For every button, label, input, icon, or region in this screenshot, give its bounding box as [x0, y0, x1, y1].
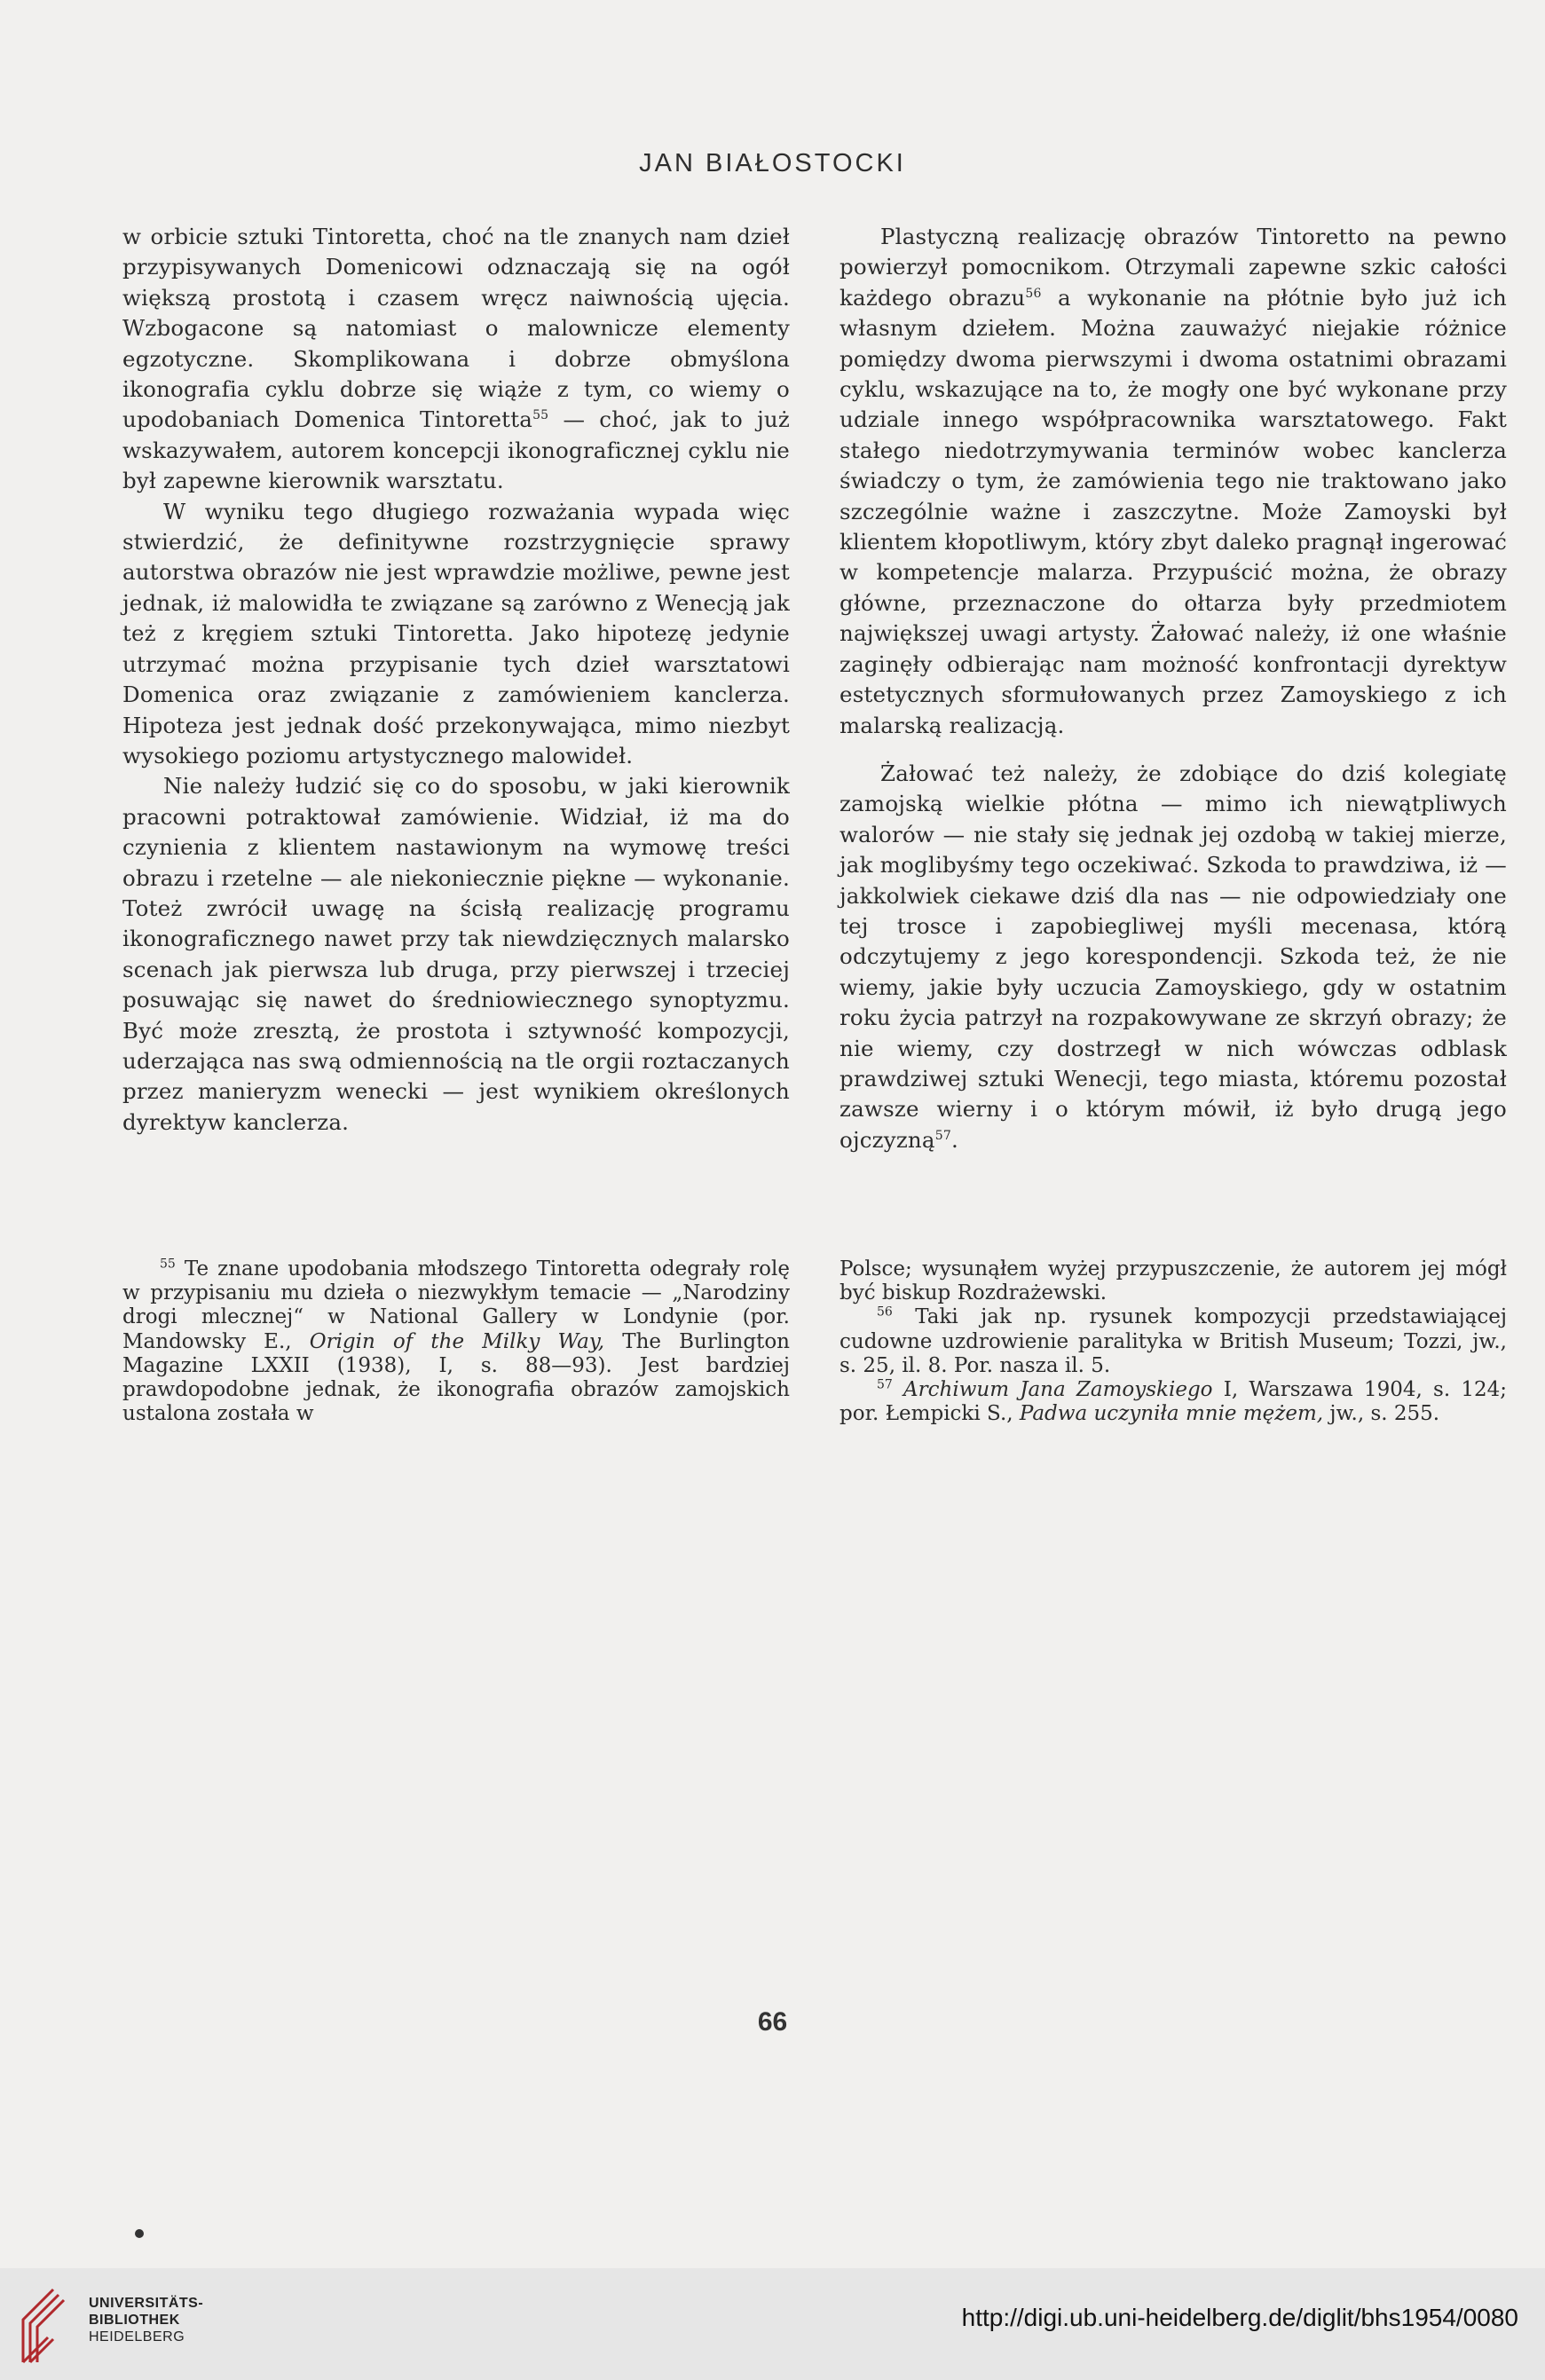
footnote-title: Origin of the Milky Way,: [309, 1329, 605, 1353]
paragraph-text: a wykonanie na płótnie było już ich własnym dziełem. Można zauważyć niejakie różnice pomiędzy dwoma pierwszymi i dwoma ostatnimi obrazami cyklu, wskazujące na to, że mogły one być wykonane przy udziale innego współpracownika warsztatowego. Fakt stałego niedotrzymywania terminów wobec kanclerza świadczy o tym, że zamówienia tego nie traktowano jako szczególnie ważne i zaszczytne. Może Zamoyski był klientem kłopotliwym, który zbyt daleko pragnął ingerować w kompetencje malarza. Przypuścić można, że obrazy główne, przeznaczone do ołtarza były przedmiotem największej uwagi artysty. Żałować należy, iż one właśnie zaginęły odbierając nam możność konfrontacji dyrektyw estetycznych sformułowanych przez Zamoyskiego z ich malarską realizacją.: [840, 284, 1507, 738]
footnote-title: Padwa uczyniła mnie mężem,: [1019, 1402, 1324, 1426]
page-number: 66: [757, 2007, 788, 2037]
paragraph: [840, 759, 1507, 1155]
paragraph-text: — choć, jak to już wskazywałem, autorem koncepcji ikonograficznej cyklu nie był zapewne kierownik warsztatu.: [122, 406, 790, 494]
footnote-ref: 55: [532, 408, 549, 423]
paragraph: W wyniku tego długiego rozważania wypada więc stwierdzić, że definitywne rozstrzygnięcie sprawy autorstwa obrazów nie jest wprawdzie możliwe, pewne jest jednak, iż malowidła te związane są zarówno z Wenecją jak też z kręgiem sztuki Tintoretta. Jako hipotezę jedynie utrzymać można przypisanie tych dzieł warsztatowi Domenica oraz związanie z zamówieniem kanclerza. Hipoteza jest jednak dość przekonywająca, mimo niezbyt wysokiego poziomu artystycznego malowideł.: [122, 498, 790, 768]
paragraph: [840, 222, 1507, 741]
library-line: HEIDELBERG: [89, 2329, 185, 2345]
footnote-number: 56: [877, 1304, 893, 1320]
footnote-text: Taki jak np. rysunek kompozycji przedstawiającej cudowne uzdrowienie paralityka w British Museum; Tozzi, jw., s. 25, il. 8. Por. nasza il. 5.: [840, 1305, 1507, 1377]
footnote-57: [840, 1378, 1507, 1426]
footnote-ref: 57: [934, 1128, 951, 1143]
paragraph: Nie należy łudzić się co do sposobu, w jaki kierownik pracowni potraktował zamówienie. Widział, iż ma do czynienia z klientem nastawionym na wymowę treści obrazu i rzetelne — ale niekoniecznie piękne — wykonanie. Toteż zwrócił uwagę na ścisłą realizację programu ikonograficznego nawet przy tak niewdzięcznych malarsko scenach jak pierwsza lub druga, przy pierwszej i trzeciej posuwając się nawet do średniowiecznego synoptyzmu. Być może zresztą, że prostota i sztywność kompozycji, uderzająca nas swą odmiennością na tle orgii roztaczanych przez manieryzm wenecki — jest wynikiem określonych dyrektyw kanclerza.: [122, 773, 790, 1135]
footnote-text: I, Warszawa 1904, s. 124; por. Łempicki S.,: [840, 1378, 1507, 1426]
footnote-55: [122, 1257, 790, 1426]
footnotes-right: [840, 1257, 1507, 1426]
footnote-number: 57: [877, 1377, 893, 1392]
paragraph-text: w orbicie sztuki Tintoretta, choć na tle znanych nam dzieł przypisywanych Domenicowi odznaczają się na ogół większą prostotą i czasem wręcz naiwnością ujęcia. Wzbogacone są natomiast o malownicze elementy egzotyczne. Skomplikowana i dobrze obmyślona ikonografia cyklu dobrze się wiąże z tym, co wiemy o upodobaniach Domenica Tintoretta: [122, 224, 790, 433]
running-header: JAN BIAŁOSTOCKI: [639, 149, 906, 177]
library-line: BIBLIOTHEK: [89, 2313, 180, 2328]
paragraph-text: Plastyczną realizację obrazów Tintoretto na pewno powierzył pomocnikom. Otrzymali zapewne szkic całości każdego obrazu: [840, 224, 1507, 311]
ink-dot: [135, 2229, 144, 2238]
footnote-56: [840, 1305, 1507, 1378]
footnotes-left: [122, 1257, 790, 1426]
ub-heidelberg-logo-icon: [18, 2275, 78, 2368]
paragraph-text: Żałować też należy, że zdobiące do dziś kolegiatę zamojską wielkie płótna — mimo ich niewątpliwych walorów — nie stały się jednak jej ozdobą w takiej mierze, jak moglibyśmy tego oczekiwać. Szkoda to prawdziwa, iż — jakkolwiek ciekawe dziś dla nas — nie odpowiedziały one tej trosce i zapobiegliwej myśli mecenasa, którą odczytujemy z jego korespondencji. Szkoda też, że nie wiemy, jakie były uczucia Zamoyskiego, gdy w ostatnim roku życia patrzył na rozpakowywane ze skrzyń obrazy; że nie wiemy, czy dostrzegł w nich wówczas odblask prawdziwej sztuki Wenecji, tego miasta, któremu pozostał zawsze wierny i o którym mówił, iż było drugą jego ojczyzną: [840, 760, 1507, 1153]
footnote-continuation: Polsce; wysunąłem wyżej przypuszczenie, że autorem jej mógł być biskup Rozdrażewski.: [840, 1257, 1507, 1305]
library-line: UNIVERSITÄTS-: [89, 2296, 204, 2311]
right-column: [840, 222, 1507, 1155]
left-column: [122, 222, 790, 1138]
footnote-text: Te znane upodobania młodszego Tintoretta odegrały rolę w przypisaniu mu dzieła o niezwykłym temacie — „Narodziny drogi mlecznej“ w National Gallery w Londynie (por. Mandowsky E.,: [122, 1257, 790, 1353]
footnote-ref: 56: [1025, 286, 1042, 301]
library-name: [89, 2295, 203, 2345]
footnote-text: The Burlington Magazine LXXII (1938), I, s. 88—93). Jest bardziej prawdopodobne jednak, że ikonografia obrazów zamojskich ustalona została w: [122, 1329, 790, 1426]
paragraph: [122, 222, 790, 497]
footnote-text: jw., s. 255.: [1323, 1402, 1440, 1426]
footnote-number: 55: [160, 1257, 176, 1272]
digitization-footer: [0, 2268, 1545, 2380]
source-url-link[interactable]: http://digi.ub.uni-heidelberg.de/diglit/bhs1954/0080: [961, 2304, 1518, 2331]
footnote-title: Archiwum Jana Zamoyskiego: [892, 1378, 1213, 1402]
paragraph-text: .: [950, 1126, 958, 1153]
